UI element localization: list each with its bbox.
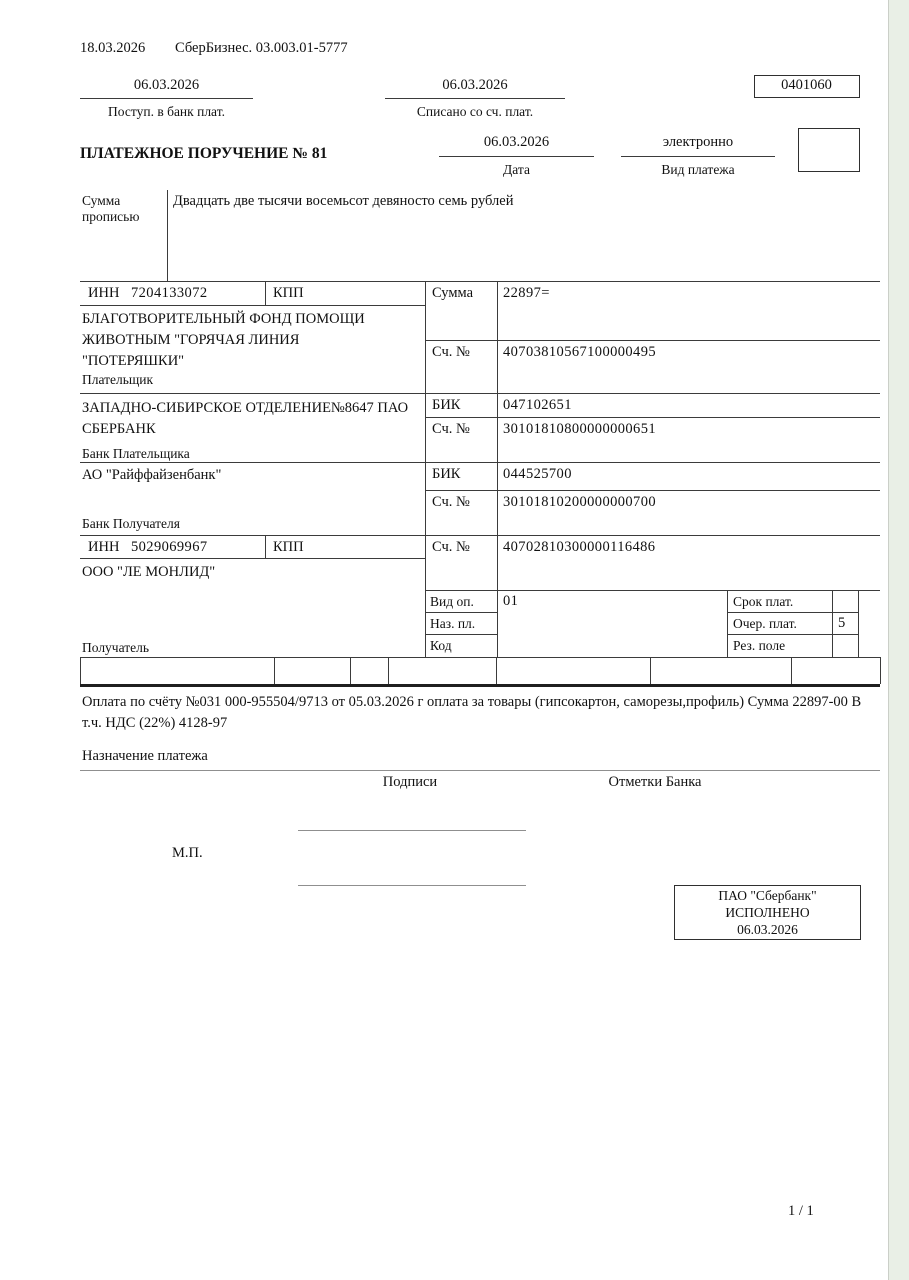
payer-bank-name: ЗАПАДНО-СИБИРСКОЕ ОТДЕЛЕНИЕ№8647 ПАО СБЕРБАНК [82,400,409,437]
payer-account-value: 40703810567100000495 [503,344,656,360]
rule [425,590,880,591]
print-date: 18.03.2026 [80,40,146,56]
rule [425,612,497,613]
amount-words-label: Сумма прописью [82,193,140,224]
rule [425,490,880,491]
rule [727,634,858,635]
payer-inn-value: 7204133072 [131,285,208,301]
rule [650,657,651,684]
bank-stamp-content [675,886,860,939]
beneficiary-inn-value: 5029069967 [131,539,208,555]
rule [832,590,833,657]
doc-date-label: Дата [503,162,530,177]
debited-date-label: Списано со сч. плат. [416,104,534,119]
amount-words-value: Двадцать две тысячи восемьсот девяносто семь рублей [173,193,514,209]
payer-inn-label: ИНН [88,285,120,301]
page-number: 1 / 1 [788,1203,814,1219]
stamp-date: 06.03.2026 [737,922,798,937]
rule [265,535,266,558]
beneficiary-name: ООО "ЛЕ МОНЛИД" [82,564,216,580]
rule [425,340,880,341]
beneficiary-bank-bik-value: 044525700 [503,466,572,482]
payer-bank-label: Банк Плательщика [82,446,190,461]
document-title: ПЛАТЕЖНОЕ ПОРУЧЕНИЕ № 81 [80,145,328,162]
rule [80,281,880,282]
payer-bank-bik-value: 047102651 [503,397,572,413]
rule [167,190,168,281]
beneficiary-account-value: 40702810300000116486 [503,539,656,555]
rule [439,156,594,157]
purpose-text: Оплата по счёту №031 000-955504/9713 от 05.03.2026 г оплата за товары (гипсокартон, саморезы,профиль) Сумма 22897-00 В т.ч. НДС (22%) 4128-97 [82,694,862,731]
payment-kind-label: Вид платежа [661,162,735,177]
debited-date-value: 06.03.2026 [442,77,508,93]
signature-line-2 [298,885,526,886]
rule [274,657,275,684]
rule [497,281,498,657]
bank-stamp-box [674,885,861,940]
doc-date-value: 06.03.2026 [483,134,550,150]
stamp-status: ИСПОЛНЕНО [725,905,810,920]
priority-value: 5 [838,615,846,631]
mp-label: М.П. [172,845,203,861]
rule [80,535,880,536]
beneficiary-inn-label: ИНН [88,539,120,555]
beneficiary-account-label: Сч. № [432,539,470,555]
amount-label: Сумма [432,285,474,301]
payer-name: БЛАГОТВОРИТЕЛЬНЫЙ ФОНД ПОМОЩИ ЖИВОТНЫМ "ГОРЯЧАЯ ЛИНИЯ "ПОТЕРЯШКИ" [82,311,365,369]
priority-label: Очер. плат. [733,616,797,631]
payer-kpp-label: КПП [273,285,304,301]
beneficiary-bank-name: АО "Райффайзенбанк" [82,467,222,483]
op-kind-value: 01 [503,593,519,609]
rule-thick [80,684,880,687]
rule [80,657,880,658]
beneficiary-bank-bik-label: БИК [432,466,461,482]
rule [727,612,858,613]
status-empty-box [798,128,860,172]
payment-kind-value: электронно [662,134,734,150]
rule [80,657,81,684]
rule [80,462,880,463]
rule [385,98,565,99]
rule [388,657,389,684]
rule [425,634,497,635]
beneficiary-label: Получатель [82,640,150,655]
rule [80,558,425,559]
rule [621,156,775,157]
pay-basis-label: Наз. пл. [430,616,476,631]
form-code-value: 0401060 [781,77,832,93]
beneficiary-bank-account-label: Сч. № [432,494,470,510]
beneficiary-bank-account-value: 30101810200000000700 [503,494,656,510]
app-version: СберБизнес. 03.003.01-5777 [175,40,348,56]
rule [80,305,425,306]
rule [727,590,728,657]
beneficiary-kpp-label: КПП [273,539,304,555]
received-date-value: 06.03.2026 [133,77,200,93]
rule [880,657,881,684]
amount-value: 22897= [503,285,550,301]
due-date-label: Срок плат. [733,594,794,609]
form-code-box [754,75,860,98]
code-label: Код [430,638,452,653]
payer-label: Плательщик [82,372,154,387]
rule [496,657,497,684]
rule [80,393,880,394]
signature-line-1 [298,830,526,831]
rule [858,590,859,657]
payer-bank-account-label: Сч. № [432,421,470,437]
rule [425,417,880,418]
rule [80,98,253,99]
payer-bank-bik-label: БИК [432,397,461,413]
bank-marks-label: Отметки Банка [608,774,702,790]
beneficiary-bank-label: Банк Получателя [82,516,180,531]
op-kind-label: Вид оп. [430,594,474,609]
received-date-label: Поступ. в банк плат. [108,104,225,119]
payer-bank-account-value: 30101810800000000651 [503,421,656,437]
rule [80,770,880,771]
rule [425,281,426,657]
rule [350,657,351,684]
rule [791,657,792,684]
reserve-label: Рез. поле [733,638,786,653]
viewer-edge-strip [888,0,909,1280]
payer-account-label: Сч. № [432,344,470,360]
purpose-label: Назначение платежа [82,748,208,764]
signatures-label: Подписи [382,774,438,790]
stamp-bank-name: ПАО "Сбербанк" [718,888,817,903]
rule [265,281,266,305]
